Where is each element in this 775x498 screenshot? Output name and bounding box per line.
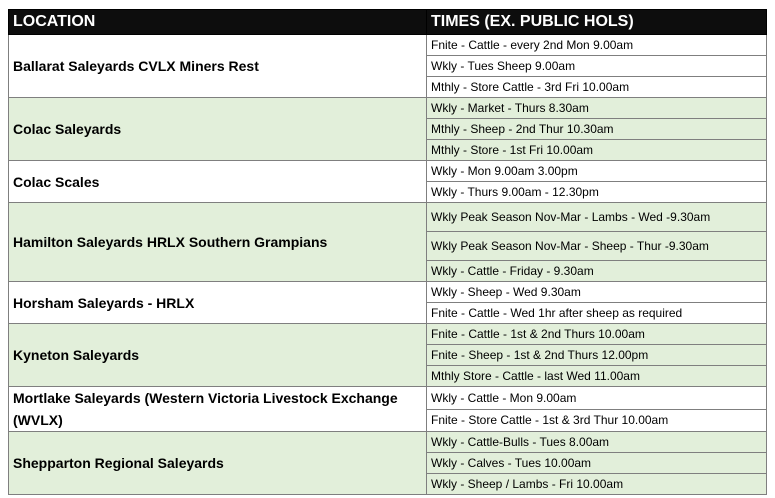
saleyards-table-wrapper bbox=[8, 9, 766, 495]
time-cell: Fnite - Sheep - 1st & 2nd Thurs 12.00pm bbox=[427, 345, 767, 366]
time-cell: Mthly - Store - 1st Fri 10.00am bbox=[427, 140, 767, 161]
time-cell: Wkly Peak Season Nov-Mar - Lambs - Wed -9.30am bbox=[427, 203, 767, 232]
time-cell: Mthly - Sheep - 2nd Thur 10.30am bbox=[427, 119, 767, 140]
time-cell: Wkly Peak Season Nov-Mar - Sheep - Thur -9.30am bbox=[427, 232, 767, 261]
location-cell: Colac Scales bbox=[9, 161, 427, 203]
location-column-header: LOCATION bbox=[9, 10, 427, 35]
time-cell: Wkly - Cattle-Bulls - Tues 8.00am bbox=[427, 432, 767, 453]
time-cell: Mthly Store - Cattle - last Wed 11.00am bbox=[427, 366, 767, 387]
table-row bbox=[9, 387, 767, 410]
location-cell: Colac Saleyards bbox=[9, 98, 427, 161]
time-cell: Wkly - Cattle - Mon 9.00am bbox=[427, 387, 767, 410]
table-row bbox=[9, 203, 767, 232]
time-cell: Wkly - Tues Sheep 9.00am bbox=[427, 56, 767, 77]
time-cell: Fnite - Cattle - Wed 1hr after sheep as required bbox=[427, 303, 767, 324]
time-cell: Fnite - Store Cattle - 1st & 3rd Thur 10.00am bbox=[427, 409, 767, 432]
table-row bbox=[9, 161, 767, 182]
table-row bbox=[9, 98, 767, 119]
time-cell: Wkly - Thurs 9.00am - 12.30pm bbox=[427, 182, 767, 203]
time-cell: Fnite - Cattle - 1st & 2nd Thurs 10.00am bbox=[427, 324, 767, 345]
time-cell: Wkly - Market - Thurs 8.30am bbox=[427, 98, 767, 119]
location-cell: Shepparton Regional Saleyards bbox=[9, 432, 427, 495]
time-cell: Wkly - Calves - Tues 10.00am bbox=[427, 453, 767, 474]
table-row bbox=[9, 282, 767, 303]
time-cell: Fnite - Cattle - every 2nd Mon 9.00am bbox=[427, 35, 767, 56]
time-cell: Mthly - Store Cattle - 3rd Fri 10.00am bbox=[427, 77, 767, 98]
table-row bbox=[9, 432, 767, 453]
location-cell: Kyneton Saleyards bbox=[9, 324, 427, 387]
time-cell: Wkly - Mon 9.00am 3.00pm bbox=[427, 161, 767, 182]
table-row bbox=[9, 324, 767, 345]
time-cell: Wkly - Sheep / Lambs - Fri 10.00am bbox=[427, 474, 767, 495]
times-column-header: TIMES (EX. PUBLIC HOLS) bbox=[427, 10, 767, 35]
table-row bbox=[9, 35, 767, 56]
saleyards-schedule-table bbox=[8, 9, 767, 495]
location-cell: Hamilton Saleyards HRLX Southern Grampians bbox=[9, 203, 427, 282]
location-cell: Mortlake Saleyards (Western Victoria Livestock Exchange (WVLX) bbox=[9, 387, 427, 432]
header-row bbox=[9, 10, 767, 35]
location-cell: Ballarat Saleyards CVLX Miners Rest bbox=[9, 35, 427, 98]
time-cell: Wkly - Sheep - Wed 9.30am bbox=[427, 282, 767, 303]
time-cell: Wkly - Cattle - Friday - 9.30am bbox=[427, 261, 767, 282]
location-cell: Horsham Saleyards - HRLX bbox=[9, 282, 427, 324]
